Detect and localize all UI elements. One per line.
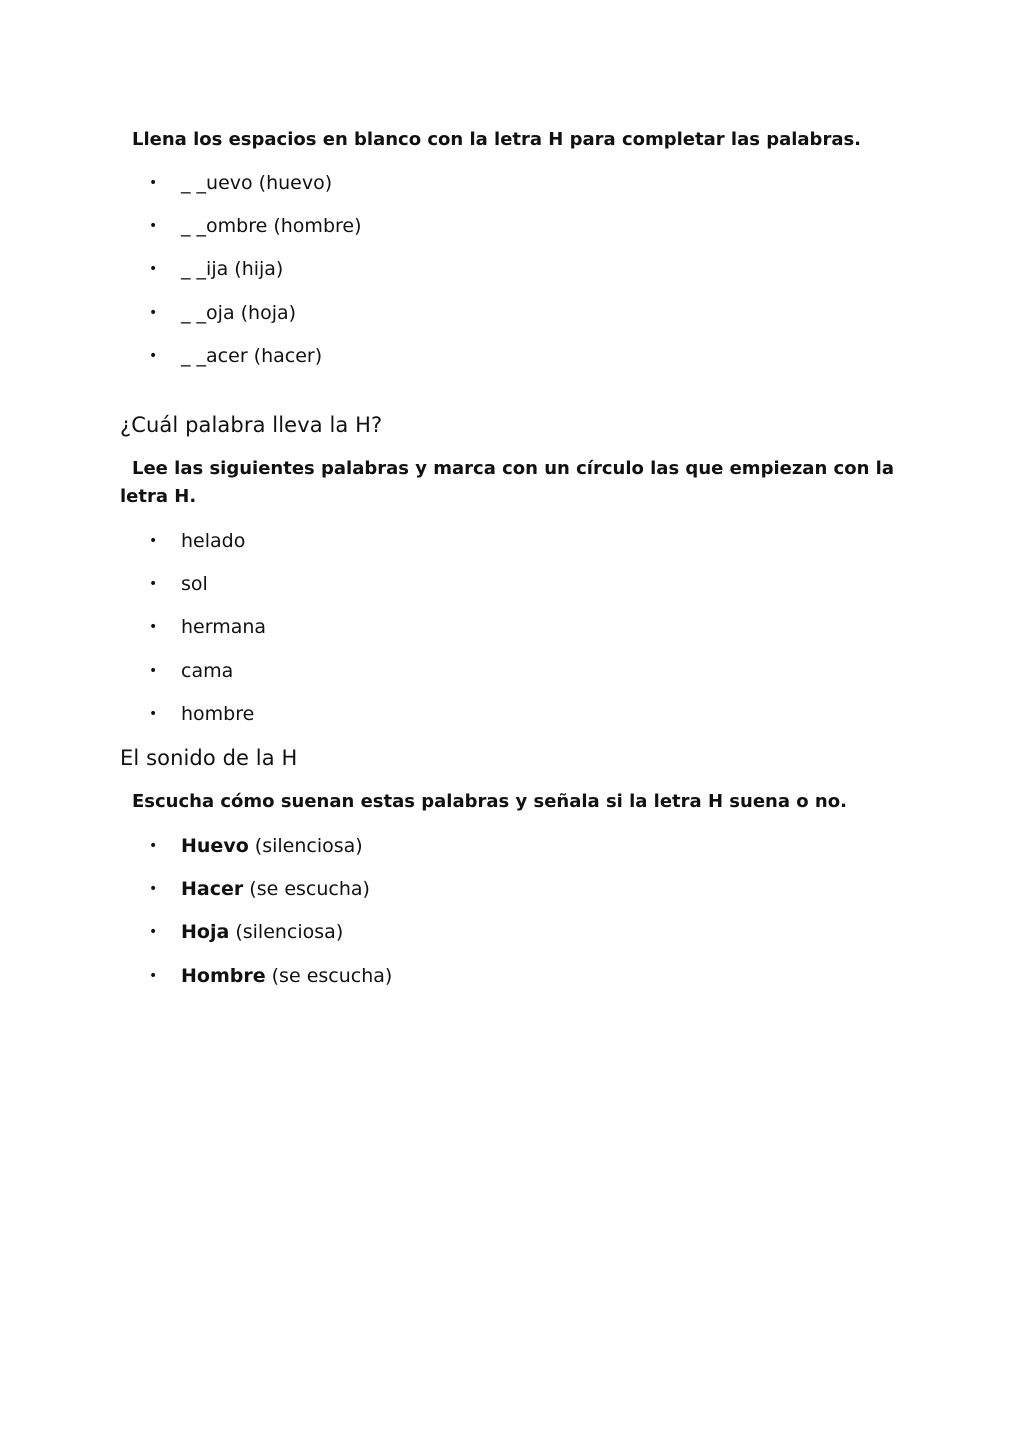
bullet-icon: • — [149, 924, 158, 941]
word-note: (se escucha) — [243, 878, 370, 901]
list-item-text — [181, 876, 370, 902]
word-label: Hombre — [181, 964, 266, 987]
bullet-icon: • — [149, 881, 158, 898]
list-item-text: hermana — [181, 616, 267, 639]
list-item-text: helado — [181, 530, 246, 552]
list-item-text: sol — [181, 573, 208, 596]
word-label: Hoja — [181, 921, 230, 944]
bullet-icon: • — [149, 838, 158, 854]
word-note: (silenciosa) — [248, 835, 363, 857]
bullet-icon: • — [149, 347, 158, 364]
fill-blanks-instruction: Llena los espacios en blanco con la letra H para completar las palabras. — [132, 129, 862, 150]
bullet-icon: • — [149, 533, 158, 549]
bullet-icon: • — [149, 705, 158, 722]
list-item-text: _ _ija (hija) — [181, 258, 284, 281]
word-note: (se escucha) — [265, 964, 393, 987]
circle-words-instruction-line1: Lee las siguientes palabras y marca con un círculo las que empiezan con la — [132, 458, 894, 479]
which-word-heading: ¿Cuál palabra lleva la H? — [120, 413, 383, 437]
word-note: (silenciosa) — [229, 921, 344, 944]
list-item-text: _ _ombre (hombre) — [181, 215, 362, 238]
bullet-icon: • — [149, 619, 158, 636]
list-item-text — [181, 919, 343, 945]
list-item-text: _ _acer (hacer) — [181, 344, 323, 367]
bullet-icon: • — [149, 175, 158, 191]
bullet-icon: • — [149, 261, 158, 278]
h-sound-heading: El sonido de la H — [120, 746, 298, 770]
word-label: Huevo — [181, 835, 249, 857]
bullet-icon: • — [149, 967, 158, 984]
bullet-icon: • — [149, 576, 158, 593]
list-item-text: _ _uevo (huevo) — [181, 172, 333, 194]
bullet-icon: • — [149, 662, 158, 679]
bullet-icon: • — [149, 218, 158, 235]
list-item-text: hombre — [181, 702, 255, 725]
h-sound-instruction: Escucha cómo suenan estas palabras y señala si la letra H suena o no. — [132, 791, 847, 812]
list-item-text: cama — [181, 659, 234, 682]
list-item-text — [181, 833, 363, 859]
list-item-text: _ _oja (hoja) — [181, 301, 297, 324]
circle-words-instruction-line2: letra H. — [120, 486, 197, 507]
list-item-text — [181, 963, 392, 989]
word-label: Hacer — [181, 878, 244, 901]
bullet-icon: • — [149, 304, 158, 321]
